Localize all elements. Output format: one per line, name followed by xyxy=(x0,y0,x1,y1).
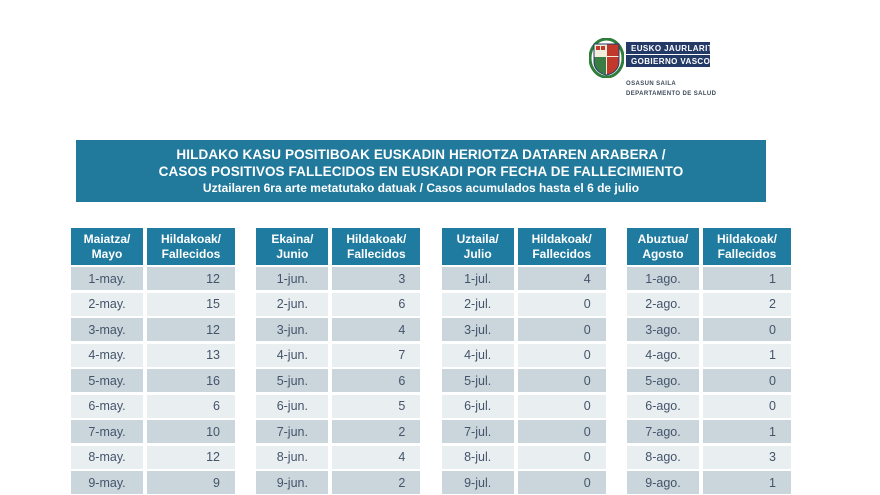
date-cell: 4-jun. xyxy=(256,344,328,367)
basque-govt-logo xyxy=(589,38,769,101)
date-cell: 8-jul. xyxy=(442,446,514,469)
table-row xyxy=(442,395,606,418)
table-row xyxy=(71,446,235,469)
deaths-header-cell: Hildakoak/ Fallecidos xyxy=(703,228,791,265)
title-banner xyxy=(76,140,766,202)
table-row xyxy=(442,420,606,443)
table-row xyxy=(442,446,606,469)
month-header-cell: Abuztua/ Agosto xyxy=(627,228,699,265)
value-cell: 5 xyxy=(332,395,420,418)
value-cell: 2 xyxy=(332,420,420,443)
month-header-cell: Ekaina/ Junio xyxy=(256,228,328,265)
table-row xyxy=(256,293,420,316)
date-cell: 3-jul. xyxy=(442,318,514,341)
value-cell: 0 xyxy=(703,318,791,341)
value-cell: 9 xyxy=(147,471,235,494)
table-row xyxy=(442,318,606,341)
date-cell: 9-jul. xyxy=(442,471,514,494)
table-row xyxy=(627,446,791,469)
month-table xyxy=(256,228,420,495)
logo-dept-spanish: DEPARTAMENTO DE SALUD xyxy=(626,91,717,97)
value-cell: 4 xyxy=(332,318,420,341)
table-row xyxy=(256,420,420,443)
table-row xyxy=(627,395,791,418)
value-cell: 6 xyxy=(147,395,235,418)
date-cell: 8-may. xyxy=(71,446,143,469)
value-cell: 0 xyxy=(518,344,606,367)
deaths-header-cell: Hildakoak/ Fallecidos xyxy=(518,228,606,265)
table-row xyxy=(71,318,235,341)
table-row xyxy=(442,293,606,316)
date-cell: 6-ago. xyxy=(627,395,699,418)
date-cell: 1-ago. xyxy=(627,267,699,290)
table-body xyxy=(627,267,791,494)
table-row xyxy=(442,344,606,367)
table-row xyxy=(71,267,235,290)
table-header-row xyxy=(71,228,235,265)
table-header-row xyxy=(256,228,420,265)
table-row xyxy=(627,369,791,392)
tables-container xyxy=(71,228,791,495)
table-row xyxy=(442,267,606,290)
value-cell: 0 xyxy=(518,293,606,316)
table-row xyxy=(256,267,420,290)
table-row xyxy=(71,395,235,418)
value-cell: 0 xyxy=(518,369,606,392)
value-cell: 0 xyxy=(518,318,606,341)
date-cell: 3-may. xyxy=(71,318,143,341)
table-row xyxy=(442,471,606,494)
date-cell: 2-may. xyxy=(71,293,143,316)
value-cell: 2 xyxy=(332,471,420,494)
value-cell: 12 xyxy=(147,318,235,341)
coat-of-arms-icon xyxy=(589,38,624,78)
date-cell: 5-may. xyxy=(71,369,143,392)
value-cell: 7 xyxy=(332,344,420,367)
table-row xyxy=(71,344,235,367)
date-cell: 4-may. xyxy=(71,344,143,367)
table-row xyxy=(71,293,235,316)
date-cell: 9-jun. xyxy=(256,471,328,494)
table-row xyxy=(627,318,791,341)
deaths-header-cell: Hildakoak/ Fallecidos xyxy=(147,228,235,265)
table-body xyxy=(71,267,235,494)
table-body xyxy=(442,267,606,494)
date-cell: 2-jul. xyxy=(442,293,514,316)
month-table xyxy=(71,228,235,495)
deaths-header-cell: Hildakoak/ Fallecidos xyxy=(332,228,420,265)
value-cell: 0 xyxy=(703,395,791,418)
table-row xyxy=(627,420,791,443)
date-cell: 9-may. xyxy=(71,471,143,494)
title-line-basque: HILDAKO KASU POSITIBOAK EUSKADIN HERIOTZA DATAREN ARABERA / xyxy=(176,147,666,162)
date-cell: 5-jul. xyxy=(442,369,514,392)
table-row xyxy=(71,420,235,443)
table-row xyxy=(442,369,606,392)
value-cell: 0 xyxy=(518,446,606,469)
value-cell: 0 xyxy=(518,395,606,418)
table-row xyxy=(256,446,420,469)
value-cell: 13 xyxy=(147,344,235,367)
table-row xyxy=(627,344,791,367)
date-cell: 2-ago. xyxy=(627,293,699,316)
table-row xyxy=(627,293,791,316)
value-cell: 0 xyxy=(518,420,606,443)
value-cell: 4 xyxy=(332,446,420,469)
value-cell: 6 xyxy=(332,369,420,392)
value-cell: 6 xyxy=(332,293,420,316)
value-cell: 16 xyxy=(147,369,235,392)
logo-dept-basque: OSASUN SAILA xyxy=(626,81,677,87)
value-cell: 1 xyxy=(703,344,791,367)
value-cell: 12 xyxy=(147,446,235,469)
value-cell: 1 xyxy=(703,420,791,443)
table-row xyxy=(256,344,420,367)
date-cell: 5-ago. xyxy=(627,369,699,392)
date-cell: 6-may. xyxy=(71,395,143,418)
date-cell: 7-jul. xyxy=(442,420,514,443)
date-cell: 7-ago. xyxy=(627,420,699,443)
table-row xyxy=(256,471,420,494)
value-cell: 12 xyxy=(147,267,235,290)
date-cell: 9-ago. xyxy=(627,471,699,494)
value-cell: 4 xyxy=(518,267,606,290)
logo-bar-spanish: GOBIERNO VASCO xyxy=(626,55,710,67)
table-row xyxy=(627,471,791,494)
table-header-row xyxy=(627,228,791,265)
date-cell: 5-jun. xyxy=(256,369,328,392)
month-header-cell: Maiatza/ Mayo xyxy=(71,228,143,265)
title-line-spanish: CASOS POSITIVOS FALLECIDOS EN EUSKADI POR FECHA DE FALLECIMIENTO xyxy=(158,164,684,179)
table-row xyxy=(71,369,235,392)
value-cell: 0 xyxy=(703,369,791,392)
date-cell: 8-ago. xyxy=(627,446,699,469)
value-cell: 15 xyxy=(147,293,235,316)
date-cell: 6-jul. xyxy=(442,395,514,418)
value-cell: 10 xyxy=(147,420,235,443)
table-row xyxy=(256,318,420,341)
table-row xyxy=(256,395,420,418)
date-cell: 4-ago. xyxy=(627,344,699,367)
table-header-row xyxy=(442,228,606,265)
month-header-cell: Uztaila/ Julio xyxy=(442,228,514,265)
table-body xyxy=(256,267,420,494)
value-cell: 1 xyxy=(703,267,791,290)
date-cell: 1-jun. xyxy=(256,267,328,290)
date-cell: 1-jul. xyxy=(442,267,514,290)
table-row xyxy=(256,369,420,392)
date-cell: 1-may. xyxy=(71,267,143,290)
value-cell: 3 xyxy=(332,267,420,290)
month-table xyxy=(627,228,791,495)
date-cell: 8-jun. xyxy=(256,446,328,469)
logo-bar-basque: EUSKO JAURLARITZA xyxy=(626,42,710,54)
subtitle-line: Uztailaren 6ra arte metatutako datuak / Casos acumulados hasta el 6 de julio xyxy=(202,181,640,195)
table-row xyxy=(71,471,235,494)
date-cell: 3-ago. xyxy=(627,318,699,341)
month-table xyxy=(442,228,606,495)
date-cell: 4-jul. xyxy=(442,344,514,367)
date-cell: 7-may. xyxy=(71,420,143,443)
value-cell: 0 xyxy=(518,471,606,494)
date-cell: 2-jun. xyxy=(256,293,328,316)
table-row xyxy=(627,267,791,290)
date-cell: 3-jun. xyxy=(256,318,328,341)
value-cell: 2 xyxy=(703,293,791,316)
date-cell: 7-jun. xyxy=(256,420,328,443)
date-cell: 6-jun. xyxy=(256,395,328,418)
value-cell: 3 xyxy=(703,446,791,469)
value-cell: 1 xyxy=(703,471,791,494)
